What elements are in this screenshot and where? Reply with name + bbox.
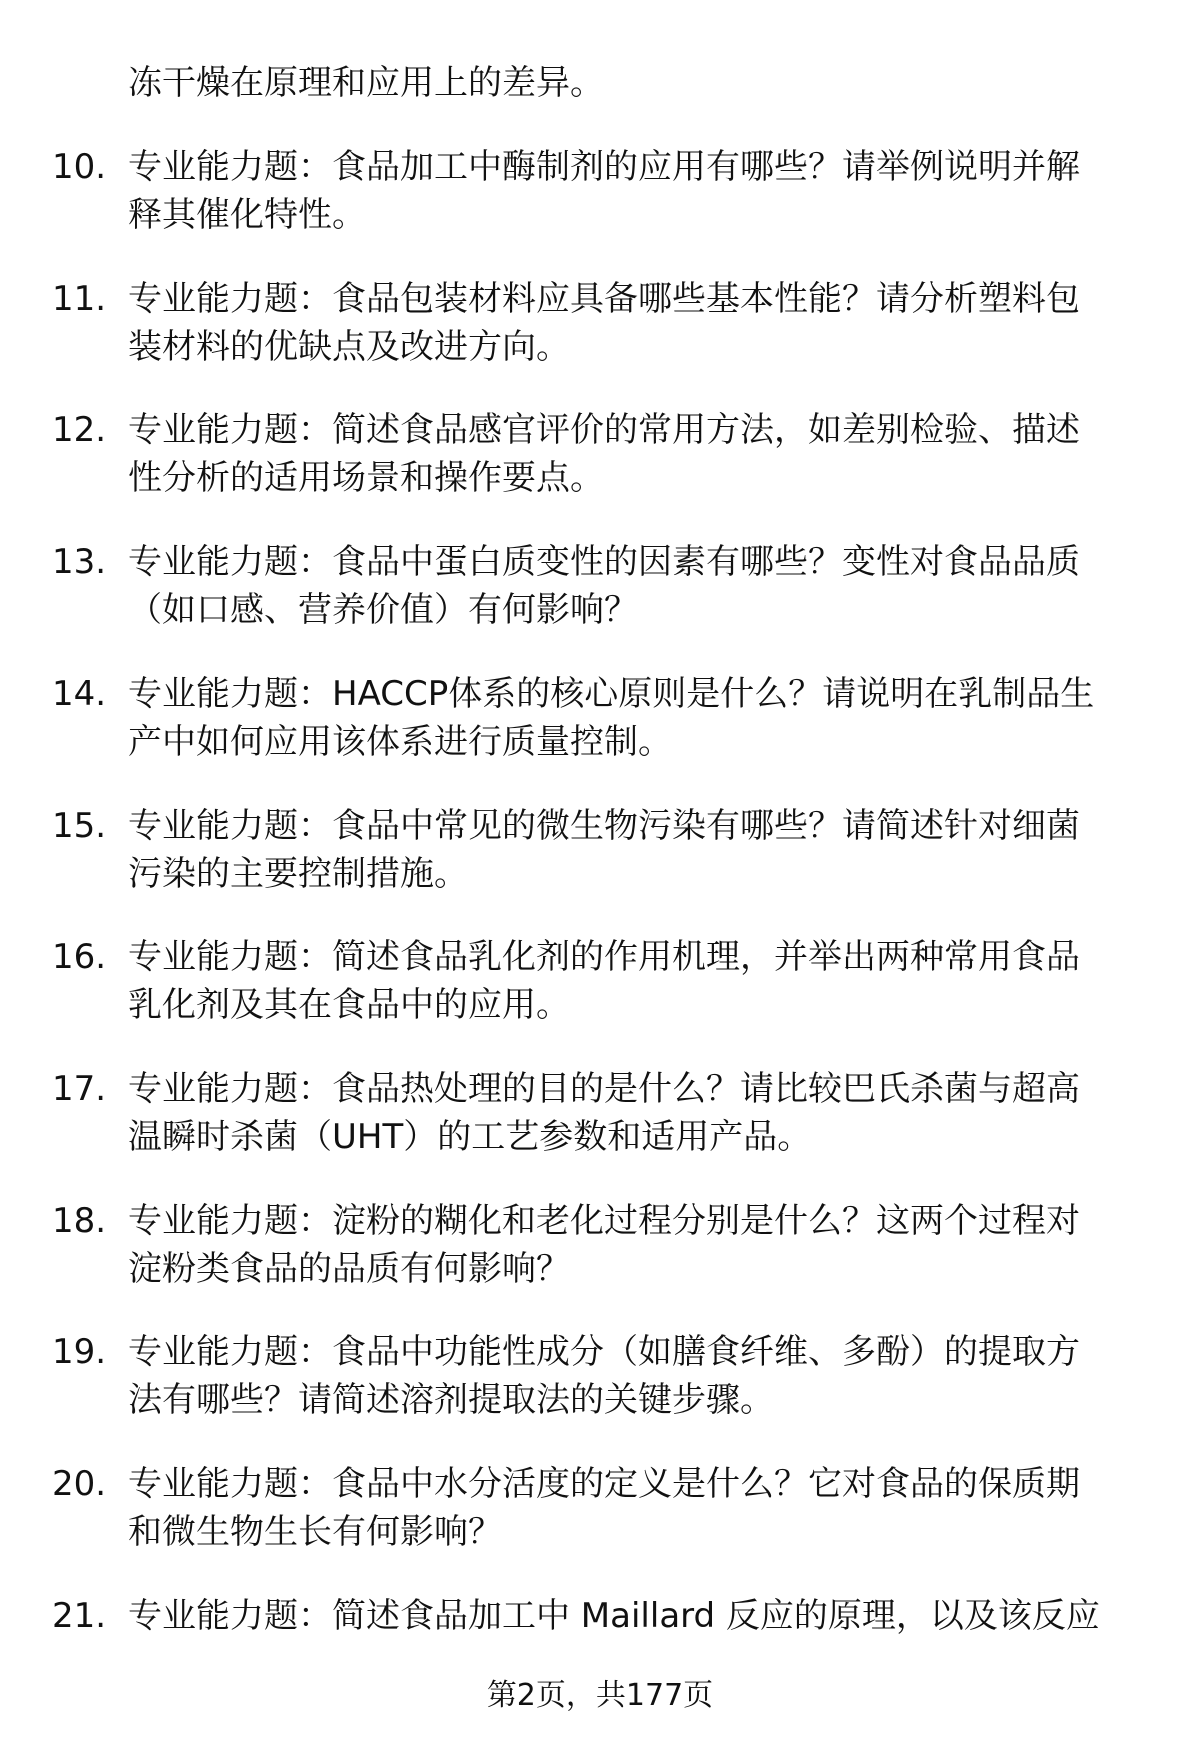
- question-number: 20.: [52, 1464, 107, 1504]
- question-number: 12.: [52, 410, 107, 451]
- question-text-line: 专业能力题：淀粉的糊化和老化过程分别是什么？这两个过程对: [128, 1200, 1080, 1241]
- question-text-line: 乳化剂及其在食品中的应用。: [128, 985, 570, 1026]
- question-text-line: （如口感、营养价值）有何影响？: [128, 590, 638, 631]
- page-footer: 第2页，共177页: [486, 1678, 714, 1713]
- continuation-text: 冻干燥在原理和应用上的差异。: [128, 63, 604, 103]
- question-text-line: 专业能力题：简述食品加工中 Maillard 反应的原理，以及该反应: [128, 1595, 1100, 1636]
- question-number: 21.: [52, 1595, 107, 1636]
- question-text-line: 专业能力题：HACCP体系的核心原则是什么？请说明在乳制品生: [128, 673, 1095, 714]
- question-text-line: 性分析的适用场景和操作要点。: [128, 458, 604, 499]
- question-text-line: 释其催化特性。: [128, 195, 366, 235]
- question-text-line: 专业能力题：食品中水分活度的定义是什么？它对食品的保质期: [128, 1464, 1080, 1504]
- question-text-line: 专业能力题：简述食品感官评价的常用方法，如差别检验、描述: [128, 410, 1080, 451]
- question-number: 18.: [52, 1200, 107, 1241]
- question-text-line: 污染的主要控制措施。: [128, 853, 468, 894]
- question-text-line: 专业能力题：食品加工中酶制剂的应用有哪些？请举例说明并解: [128, 147, 1080, 187]
- question-text-line: 淀粉类食品的品质有何影响？: [128, 1248, 570, 1289]
- question-text-line: 专业能力题：食品中常见的微生物污染有哪些？请简述针对细菌: [128, 805, 1080, 846]
- question-text-line: 专业能力题：食品热处理的目的是什么？请比较巴氏杀菌与超高: [128, 1068, 1080, 1109]
- question-number: 15.: [52, 805, 107, 846]
- question-number: 16.: [52, 937, 107, 978]
- question-number: 17.: [52, 1068, 107, 1109]
- question-text-line: 专业能力题：食品包装材料应具备哪些基本性能？请分析塑料包: [128, 278, 1080, 319]
- question-number: 10.: [52, 147, 107, 187]
- question-text-line: 专业能力题：食品中功能性成分（如膳食纤维、多酚）的提取方: [128, 1332, 1080, 1373]
- question-number: 11.: [52, 278, 107, 319]
- question-number: 13.: [52, 542, 107, 583]
- question-text-line: 产中如何应用该体系进行质量控制。: [128, 721, 672, 762]
- question-text-line: 装材料的优缺点及改进方向。: [128, 326, 570, 367]
- question-text-line: 法有哪些？请简述溶剂提取法的关键步骤。: [128, 1380, 774, 1421]
- question-text-line: 温瞬时杀菌（UHT）的工艺参数和适用产品。: [128, 1116, 812, 1157]
- question-text-line: 和微生物生长有何影响？: [128, 1512, 502, 1552]
- question-text-line: 专业能力题：食品中蛋白质变性的因素有哪些？变性对食品品质: [128, 542, 1080, 583]
- question-number: 14.: [52, 673, 107, 714]
- question-number: 19.: [52, 1332, 107, 1373]
- question-text-line: 专业能力题：简述食品乳化剂的作用机理，并举出两种常用食品: [128, 937, 1080, 978]
